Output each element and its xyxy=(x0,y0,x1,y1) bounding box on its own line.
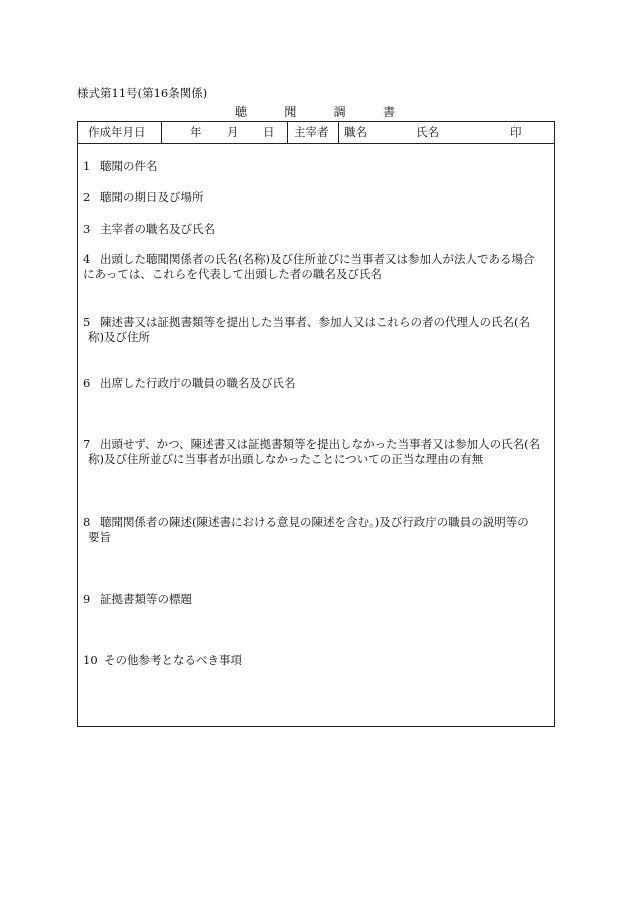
seal-label: 印 xyxy=(510,125,522,139)
item-presider[interactable] xyxy=(83,222,553,237)
item-attendees[interactable] xyxy=(83,252,553,282)
item-text: 証拠書類等の標題 xyxy=(100,592,192,606)
item-text-continued: 要旨 xyxy=(88,530,111,544)
item-date-place[interactable] xyxy=(83,190,553,205)
year-field[interactable]: 年 xyxy=(190,125,202,139)
divider xyxy=(338,122,339,143)
document-title xyxy=(235,103,395,120)
item-text: 陳述書又は証拠書類等を提出した当事者、参加人又はこれらの者の代理人の氏名(名 xyxy=(100,315,530,329)
position-label[interactable]: 職名 xyxy=(344,125,367,139)
item-subject[interactable] xyxy=(83,159,553,174)
name-label[interactable]: 氏名 xyxy=(416,125,439,139)
item-number: 4 xyxy=(83,252,91,266)
item-number: 8 xyxy=(83,515,91,529)
divider xyxy=(161,122,162,143)
item-number: 3 xyxy=(83,222,91,236)
item-text: 聴聞関係者の陳述(陳述書における意見の陳述を含む。)及び行政庁の職員の説明等の xyxy=(100,515,529,529)
presider-label: 主宰者 xyxy=(294,125,329,139)
item-text-continued: にあっては、これらを代表して出頭した者の職名及び氏名 xyxy=(83,267,382,281)
item-agency-staff[interactable] xyxy=(83,376,553,391)
item-text: 出頭した聴聞関係者の氏名(名称)及び住所並びに当事者又は参加人が法人である場合 xyxy=(100,252,535,266)
item-text-continued: 称)及び住所 xyxy=(88,330,150,344)
hearing-record-form xyxy=(77,121,555,727)
item-absentees[interactable] xyxy=(83,437,553,467)
title-char: 調 xyxy=(333,105,346,119)
title-char: 聞 xyxy=(284,105,297,119)
item-number: 7 xyxy=(83,437,91,451)
creation-date-label: 作成年月日 xyxy=(88,125,146,139)
item-number: 2 xyxy=(83,190,91,204)
item-text: 主宰者の職名及び氏名 xyxy=(100,222,215,236)
item-number: 9 xyxy=(83,592,91,606)
divider xyxy=(287,122,288,143)
item-text: 聴聞の件名 xyxy=(100,159,158,173)
item-statements[interactable] xyxy=(83,515,553,545)
title-char: 書 xyxy=(382,105,395,119)
item-number: 5 xyxy=(83,315,91,329)
item-submitters[interactable] xyxy=(83,315,553,345)
item-other-matters[interactable] xyxy=(83,653,553,668)
item-number: 10 xyxy=(83,653,98,667)
day-field[interactable]: 日 xyxy=(263,125,275,139)
item-text: 出席した行政庁の職員の職名及び氏名 xyxy=(100,376,296,390)
title-char: 聴 xyxy=(235,105,248,119)
item-number: 1 xyxy=(83,159,91,173)
form-number: 様式第11号(第16条関係) xyxy=(77,86,208,100)
item-text-continued: 称)及び住所並びに当事者が出頭しなかったことについての正当な理由の有無 xyxy=(88,452,484,466)
form-header-row xyxy=(78,122,554,144)
item-text: その他参考となるべき事項 xyxy=(104,653,242,667)
item-text: 聴聞の期日及び場所 xyxy=(100,190,204,204)
item-text: 出頭せず、かつ、陳述書又は証拠書類等を提出しなかった当事者又は参加人の氏名(名 xyxy=(100,437,541,451)
item-evidence-titles[interactable] xyxy=(83,592,553,607)
month-field[interactable]: 月 xyxy=(227,125,239,139)
item-number: 6 xyxy=(83,376,91,390)
